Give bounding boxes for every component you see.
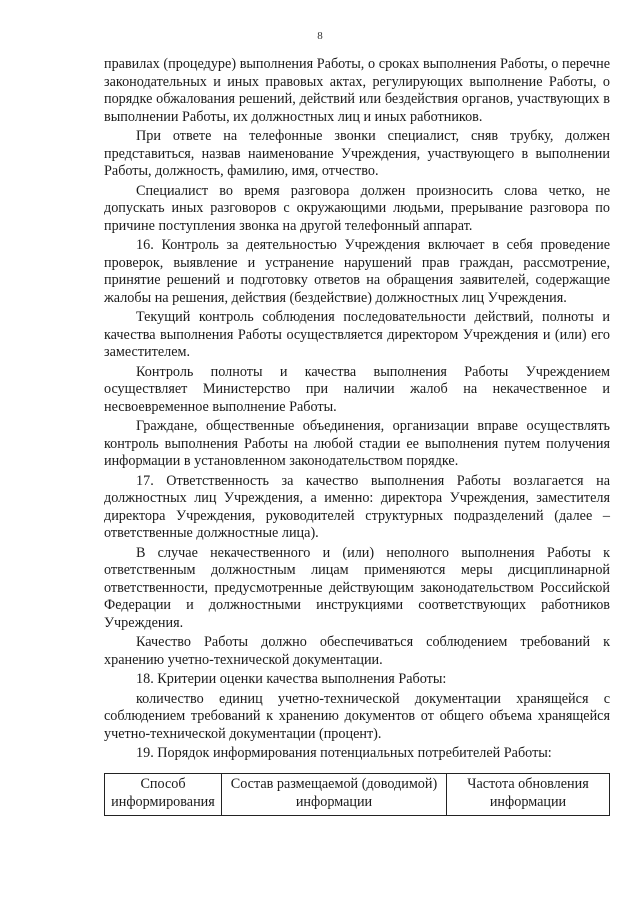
table-header-cell: Частота обновления информации <box>447 774 610 816</box>
paragraph: правилах (процедуре) выполнения Работы, о сроках выполнения Работы, о перечне законодательных и иных правовых актах, регулирующих выполнение Работы, о порядке обжалования решений, действий или бездействия органов, участвующих в выполнении Работы, их должностных лиц и иных работников. <box>104 56 610 125</box>
page-number: 8 <box>317 30 323 42</box>
paragraph: 16. Контроль за деятельностью Учреждения включает в себя проведение проверок, выявление и устранение нарушений прав граждан, рассмотрение, принятие решений и подготовку ответов на обращения заявителей, содержащие жалобы на решения, действия (бездействие) должностных лиц Учреждения. <box>104 237 610 306</box>
information-table <box>104 773 610 816</box>
paragraph: Качество Работы должно обеспечиваться соблюдением требований к хранению учетно-технической документации. <box>104 634 610 668</box>
table-header-cell: Способ информирования <box>105 774 222 816</box>
paragraph: 17. Ответственность за качество выполнения Работы возлагается на должностных лиц Учреждения, а именно: директора Учреждения, заместителя директора Учреждения, руководителей структурных подразделений (далее – ответственные должностные лица). <box>104 472 610 541</box>
paragraph: количество единиц учетно-технической документации хранящейся с соблюдением требований к хранению документов от общего объема хранящейся учетно-технической документации (процент). <box>104 690 610 742</box>
paragraph: Граждане, общественные объединения, организации вправе осуществлять контроль выполнения Работы на любой стадии ее выполнения путем получения информации в установленном законодательством порядке. <box>104 418 610 469</box>
paragraph: 18. Критерии оценки качества выполнения Работы: <box>136 671 447 687</box>
paragraph: Специалист во время разговора должен произносить слова четко, не допускать иных разговоров с окружающими людьми, прерывание разговора по причине поступления звонка на другой телефонный аппарат. <box>104 182 610 234</box>
table-header-cell: Состав размещаемой (доводимой) информации <box>222 774 447 816</box>
paragraph: Контроль полноты и качества выполнения Работы Учреждением осуществляет Министерство при наличии жалоб на некачественное и несвоевременное выполнение Работы. <box>104 363 610 415</box>
paragraph: Текущий контроль соблюдения последовательности действий, полноты и качества выполнения Работы осуществляется директором Учреждения и (или) его заместителем. <box>104 309 610 360</box>
paragraph: При ответе на телефонные звонки специалист, сняв трубку, должен представиться, назвав наименование Учреждения, участвующего в выполнении Работы, должность, фамилию, имя, отчество. <box>104 128 610 179</box>
paragraph: 19. Порядок информирования потенциальных потребителей Работы: <box>136 745 552 761</box>
document-body <box>104 56 610 765</box>
table-header-row <box>105 774 610 816</box>
paragraph: В случае некачественного и (или) неполного выполнения Работы к ответственным должностным лицам применяются меры дисциплинарной ответственности, предусмотренные действующим законодательством Российской Федерации и должностными инструкциями соответствующих работников Учреждения. <box>104 544 610 631</box>
